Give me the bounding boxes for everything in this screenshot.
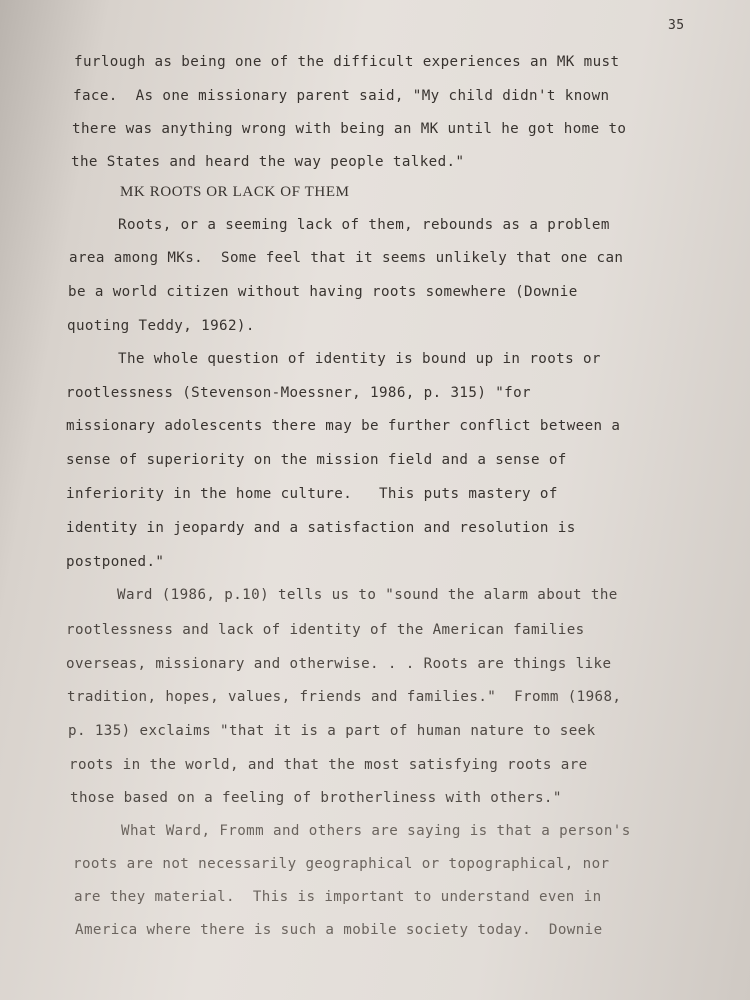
text-line: be a world citizen without having roots somewhere (Downie [68,284,578,300]
text-line: overseas, missionary and otherwise. . . Roots are things like [66,656,612,672]
text-line: rootlessness and lack of identity of the American families [66,622,585,638]
text-line: there was anything wrong with being an MK until he got home to [72,121,627,137]
text-line: the States and heard the way people talked." [71,154,465,170]
text-line: rootlessness (Stevenson-Moessner, 1986, p. 315) "for [66,385,531,401]
text-line: roots are not necessarily geographical or topographical, nor [73,856,610,872]
page-number: 35 [668,18,685,33]
text-line: missionary adolescents there may be further conflict between a [66,418,621,434]
text-line: roots in the world, and that the most satisfying roots are [69,757,588,773]
text-line: face. As one missionary parent said, "My child didn't known [73,88,610,104]
text-line: inferiority in the home culture. This puts mastery of [66,486,558,502]
text-line: quoting Teddy, 1962). [67,318,255,334]
text-line: Ward (1986, p.10) tells us to "sound the alarm about the [117,587,618,603]
text-line: postponed." [66,554,165,570]
text-line: America where there is such a mobile society today. Downie [75,922,603,938]
text-line: identity in jeopardy and a satisfaction and resolution is [66,520,576,536]
text-line: The whole question of identity is bound up in roots or [118,351,601,367]
text-line: p. 135) exclaims "that it is a part of human nature to seek [68,723,596,739]
text-line: tradition, hopes, values, friends and families." Fromm (1968, [67,689,622,705]
text-line: Roots, or a seeming lack of them, rebounds as a problem [118,217,610,233]
text-line: furlough as being one of the difficult experiences an MK must [74,54,620,70]
section-heading: MK ROOTS OR LACK OF THEM [120,184,350,200]
text-line: sense of superiority on the mission field and a sense of [66,452,567,468]
text-line: What Ward, Fromm and others are saying is that a person's [121,823,631,839]
text-line: those based on a feeling of brotherliness with others." [70,790,562,806]
text-line: are they material. This is important to understand even in [74,889,602,905]
text-line: area among MKs. Some feel that it seems unlikely that one can [69,250,624,266]
